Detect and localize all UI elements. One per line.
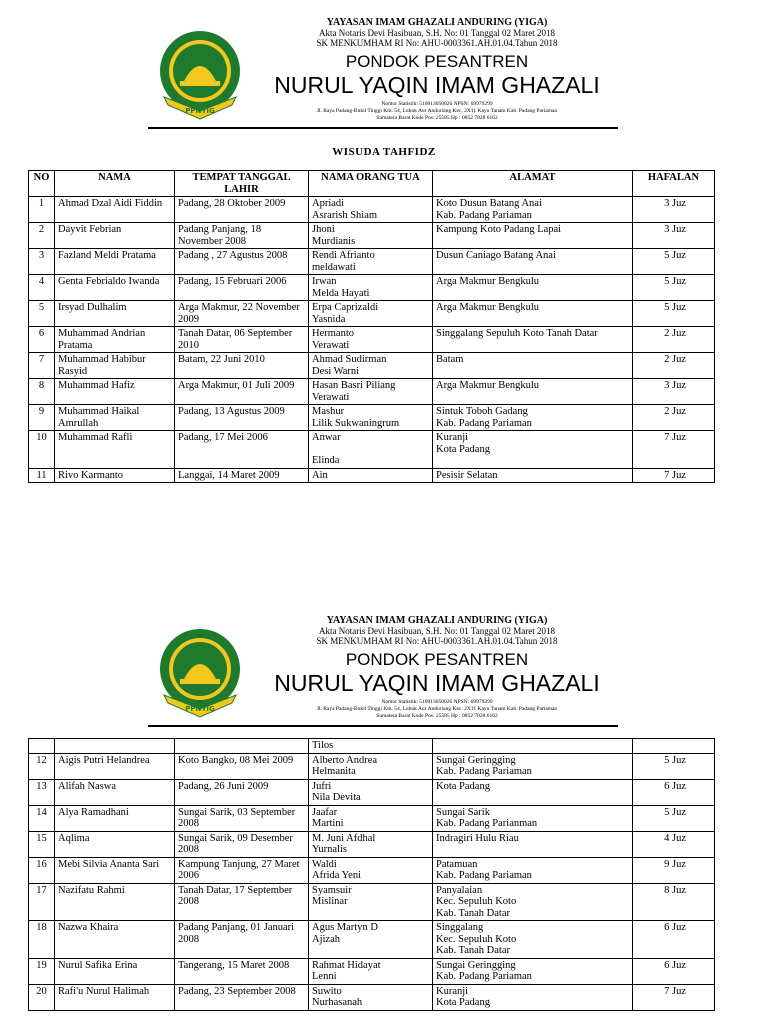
- cell-no: 7: [29, 353, 55, 379]
- pesantren-logo: [150, 27, 250, 127]
- cell-hafalan: 7 Juz: [633, 984, 715, 1010]
- address: Jl. Raya Padang-Bukit Tinggi Km. 54, Lubuk Aur Anduriang Kec. 2X11 Kayu Tanam Kab. Padang Pariaman: [316, 108, 558, 114]
- akta-notaris: Akta Notaris Devi Hasibuan, S.H. No: 01 Tanggal 02 Maret 2018: [319, 626, 555, 636]
- cell-no: 6: [29, 327, 55, 353]
- table-row: [29, 468, 715, 483]
- table-row-continuation: [29, 739, 715, 754]
- cell-hafalan: 2 Juz: [633, 327, 715, 353]
- header-ortu: NAMA ORANG TUA: [309, 171, 433, 197]
- table-row: [29, 197, 715, 223]
- cell-ttl: Padang Panjang, 01 Januari 2008: [175, 921, 309, 959]
- table-row: [29, 327, 715, 353]
- cell-nama: Muhammad Haikal Amrullah: [55, 405, 175, 431]
- cell-alamat: Batam: [433, 353, 633, 379]
- cell-nama: Nurul Safika Erina: [55, 958, 175, 984]
- cell-hafalan: 6 Juz: [633, 779, 715, 805]
- letterhead-text: [262, 615, 612, 720]
- pesantren-name: NURUL YAQIN IMAM GHAZALI: [274, 670, 600, 696]
- table-row: [29, 249, 715, 275]
- cell-no: 8: [29, 379, 55, 405]
- table-row: [29, 984, 715, 1010]
- table-row: [29, 275, 715, 301]
- cell-no: 10: [29, 431, 55, 469]
- postal-code: Sumatera Barat Kode Pos: 25585 Hp : 0852 7828 6162: [376, 115, 498, 121]
- cell-nama: Alya Ramadhani: [55, 805, 175, 831]
- cell-ttl: Tanah Datar, 17 September 2008: [175, 883, 309, 921]
- cell-hafalan: 2 Juz: [633, 405, 715, 431]
- cell-alamat: Sintuk Toboh Gadang Kab. Padang Pariaman: [433, 405, 633, 431]
- cell-ortu: Ain: [309, 468, 433, 483]
- address: Jl. Raya Padang-Bukit Tinggi Km. 54, Lubuk Aur Anduriang Kec. 2X11 Kayu Tanam Kab. Padang Pariaman: [316, 706, 558, 712]
- cell-alamat: Singgalang Kec. Sepuluh Koto Kab. Tanah Datar: [433, 921, 633, 959]
- cell-ortu: Tilos: [309, 739, 433, 754]
- cell-ortu: Suwito Nurhasanah: [309, 984, 433, 1010]
- cell-alamat: Kuranji Kota Padang: [433, 984, 633, 1010]
- cell-hafalan: 5 Juz: [633, 753, 715, 779]
- cell-ttl: Sungai Sarik, 09 Desember 2008: [175, 831, 309, 857]
- cell-nama: Muhammad Andrian Pratama: [55, 327, 175, 353]
- cell-nama: Muhammad Rafli: [55, 431, 175, 469]
- cell-ortu: Irwan Melda Hayati: [309, 275, 433, 301]
- cell-ortu: Agus Martyn D Ajizah: [309, 921, 433, 959]
- table-row: [29, 831, 715, 857]
- cell-ttl: Sungai Sarik, 03 September 2008: [175, 805, 309, 831]
- letterhead-1: [0, 17, 768, 121]
- cell-ttl: Padang, 13 Agustus 2009: [175, 405, 309, 431]
- cell-nama: Fazland Meldi Pratama: [55, 249, 175, 275]
- yayasan-name: YAYASAN IMAM GHAZALI ANDURING (YIGA): [326, 615, 548, 626]
- cell-nama: Genta Febrialdo Iwanda: [55, 275, 175, 301]
- cell-alamat: Pesisir Selatan: [433, 468, 633, 483]
- pesantren-logo: [150, 625, 250, 725]
- cell-ortu: Rahmat Hidayat Lenni: [309, 958, 433, 984]
- cell-hafalan: 7 Juz: [633, 468, 715, 483]
- table-row: [29, 431, 715, 469]
- cell-ortu: Anwar Elinda: [309, 431, 433, 469]
- cell-hafalan: 3 Juz: [633, 223, 715, 249]
- cell-ortu: Apriadi Asrarish Shiam: [309, 197, 433, 223]
- table-row: [29, 958, 715, 984]
- cell-alamat: Patamuan Kab. Padang Pariaman: [433, 857, 633, 883]
- cell-no: 20: [29, 984, 55, 1010]
- table-row: [29, 223, 715, 249]
- cell-no: 18: [29, 921, 55, 959]
- statistik: Nomor Statistik: 510013050026 NPSN: 69979299: [381, 699, 493, 705]
- tahfidz-table-2: [28, 738, 715, 1011]
- cell-hafalan: 7 Juz: [633, 431, 715, 469]
- cell-no: 3: [29, 249, 55, 275]
- cell-ttl: Padang, 23 September 2008: [175, 984, 309, 1010]
- cell-ttl: Batam, 22 Juni 2010: [175, 353, 309, 379]
- header-hafalan: HAFALAN: [633, 171, 715, 197]
- table-row: [29, 405, 715, 431]
- cell-alamat: Sungai Geringging Kab. Padang Pariaman: [433, 958, 633, 984]
- cell-hafalan: 5 Juz: [633, 805, 715, 831]
- cell-no: 9: [29, 405, 55, 431]
- logo-text: PPNYIG: [185, 107, 215, 115]
- cell-ortu: Hasan Basri Piliang Verawati: [309, 379, 433, 405]
- document-title: WISUDA TAHFIDZ: [332, 146, 436, 158]
- cell-ttl: Padang , 27 Agustus 2008: [175, 249, 309, 275]
- cell-ortu: Jhoni Murdianis: [309, 223, 433, 249]
- letterhead-2: [0, 615, 768, 719]
- cell-alamat: Arga Makmur Bengkulu: [433, 275, 633, 301]
- cell-hafalan: 4 Juz: [633, 831, 715, 857]
- cell-ttl: Langgai, 14 Maret 2009: [175, 468, 309, 483]
- cell-ortu: Alberto Andrea Helmanita: [309, 753, 433, 779]
- cell-hafalan: 5 Juz: [633, 301, 715, 327]
- cell-alamat: Sungai Geringging Kab. Padang Pariaman: [433, 753, 633, 779]
- cell-nama: Irsyad Dulhalim: [55, 301, 175, 327]
- statistik: Nomor Statistik: 510013050026 NPSN: 69979299: [381, 101, 493, 107]
- cell-no: 2: [29, 223, 55, 249]
- cell-alamat: Indragiri Hulu Riau: [433, 831, 633, 857]
- akta-notaris: Akta Notaris Devi Hasibuan, S.H. No: 01 Tanggal 02 Maret 2018: [319, 28, 555, 38]
- cell-ttl: Padang Panjang, 18 November 2008: [175, 223, 309, 249]
- cell-ttl: Padang, 26 Juni 2009: [175, 779, 309, 805]
- cell-nama: Dayvit Febrian: [55, 223, 175, 249]
- cell-no: 19: [29, 958, 55, 984]
- cell-no: 14: [29, 805, 55, 831]
- cell-hafalan: 5 Juz: [633, 275, 715, 301]
- letterhead-divider-1: [148, 127, 618, 129]
- pondok-label: PONDOK PESANTREN: [345, 650, 529, 669]
- cell-ttl: Padang, 17 Mei 2006: [175, 431, 309, 469]
- cell-hafalan: 3 Juz: [633, 197, 715, 223]
- cell-ortu: Hermanto Verawati: [309, 327, 433, 353]
- table-row: [29, 805, 715, 831]
- table-row: [29, 857, 715, 883]
- cell-nama: Rafi'u Nurul Halimah: [55, 984, 175, 1010]
- yayasan-name: YAYASAN IMAM GHAZALI ANDURING (YIGA): [326, 17, 548, 28]
- cell-alamat: Singgalang Sepuluh Koto Tanah Datar: [433, 327, 633, 353]
- cell-no: 5: [29, 301, 55, 327]
- cell-ttl: Padang, 28 Oktober 2009: [175, 197, 309, 223]
- table-row: [29, 753, 715, 779]
- cell-nama: Rivo Karmanto: [55, 468, 175, 483]
- cell-ortu: Erpa Caprizaldi Yasnida: [309, 301, 433, 327]
- cell-ttl: Kampung Tanjung, 27 Maret 2006: [175, 857, 309, 883]
- cell-ortu: Mashur Lilik Sukwaningrum: [309, 405, 433, 431]
- sk-menkumham: SK MENKUMHAM RI No: AHU-0003361.AH.01.04.Tahun 2018: [316, 38, 558, 48]
- cell-alamat: Kota Padang: [433, 779, 633, 805]
- cell-ttl: Padang, 15 Februari 2006: [175, 275, 309, 301]
- cell-ortu: Syamsuir Mislinar: [309, 883, 433, 921]
- tahfidz-table-1: [28, 170, 715, 483]
- cell-no: 1: [29, 197, 55, 223]
- table-header-row: [29, 171, 715, 197]
- pondok-label: PONDOK PESANTREN: [345, 52, 529, 71]
- cell-hafalan: 8 Juz: [633, 883, 715, 921]
- cell-hafalan: 3 Juz: [633, 379, 715, 405]
- cell-alamat: Dusun Caniago Batang Anai: [433, 249, 633, 275]
- postal-code: Sumatera Barat Kode Pos: 25585 Hp : 0852 7828 6162: [376, 713, 498, 719]
- letterhead-divider-2: [148, 725, 618, 727]
- cell-alamat: Kuranji Kota Padang: [433, 431, 633, 469]
- cell-alamat: Sungai Sarik Kab. Padang Parianman: [433, 805, 633, 831]
- header-ttl: TEMPAT TANGGAL LAHIR: [175, 171, 309, 197]
- cell-alamat: Koto Dusun Batang Anai Kab. Padang Pariaman: [433, 197, 633, 223]
- cell-alamat: Kampung Koto Padang Lapai: [433, 223, 633, 249]
- cell-no: 11: [29, 468, 55, 483]
- header-no: NO: [29, 171, 55, 197]
- cell-ortu: Waldi Afrida Yeni: [309, 857, 433, 883]
- cell-hafalan: 6 Juz: [633, 958, 715, 984]
- cell-ttl: Arga Makmur, 22 November 2009: [175, 301, 309, 327]
- table-row: [29, 779, 715, 805]
- cell-alamat: Arga Makmur Bengkulu: [433, 301, 633, 327]
- table-row: [29, 379, 715, 405]
- cell-alamat: Arga Makmur Bengkulu: [433, 379, 633, 405]
- cell-ortu: Jaafar Martini: [309, 805, 433, 831]
- cell-ttl: Arga Makmur, 01 Juli 2009: [175, 379, 309, 405]
- cell-hafalan: 9 Juz: [633, 857, 715, 883]
- letterhead-text: [262, 17, 612, 122]
- pesantren-name: NURUL YAQIN IMAM GHAZALI: [274, 72, 600, 98]
- table-row: [29, 921, 715, 959]
- cell-nama: Muhammad Hafiz: [55, 379, 175, 405]
- header-nama: NAMA: [55, 171, 175, 197]
- cell-ortu: Ahmad Sudirman Desi Warni: [309, 353, 433, 379]
- header-alamat: ALAMAT: [433, 171, 633, 197]
- logo-text: PPNYIG: [185, 705, 215, 713]
- cell-no: 12: [29, 753, 55, 779]
- cell-no: 15: [29, 831, 55, 857]
- cell-hafalan: 6 Juz: [633, 921, 715, 959]
- cell-nama: Aigis Putri Helandrea: [55, 753, 175, 779]
- cell-no: 17: [29, 883, 55, 921]
- cell-ttl: Tangerang, 15 Maret 2008: [175, 958, 309, 984]
- cell-ortu: Jufri Nila Devita: [309, 779, 433, 805]
- cell-ortu: M. Juni Afdhal Yurnalis: [309, 831, 433, 857]
- cell-no: 16: [29, 857, 55, 883]
- table-row: [29, 883, 715, 921]
- cell-hafalan: 2 Juz: [633, 353, 715, 379]
- cell-nama: Alifah Naswa: [55, 779, 175, 805]
- table-row: [29, 301, 715, 327]
- table-row: [29, 353, 715, 379]
- cell-ttl: Tanah Datar, 06 September 2010: [175, 327, 309, 353]
- cell-no: 13: [29, 779, 55, 805]
- cell-no: 4: [29, 275, 55, 301]
- cell-nama: Mebi Silvia Ananta Sari: [55, 857, 175, 883]
- cell-nama: Nazifatu Rahmi: [55, 883, 175, 921]
- cell-nama: Muhammad Habibur Rasyid: [55, 353, 175, 379]
- cell-hafalan: 5 Juz: [633, 249, 715, 275]
- cell-nama: Aqlima: [55, 831, 175, 857]
- cell-ortu: Rendi Afrianto meldawati: [309, 249, 433, 275]
- cell-nama: Nazwa Khaira: [55, 921, 175, 959]
- sk-menkumham: SK MENKUMHAM RI No: AHU-0003361.AH.01.04.Tahun 2018: [316, 636, 558, 646]
- cell-ttl: Koto Bangko, 08 Mei 2009: [175, 753, 309, 779]
- cell-alamat: Panyalaian Kec. Sepuluh Koto Kab. Tanah Datar: [433, 883, 633, 921]
- cell-nama: Ahmad Dzal Aidi Fiddin: [55, 197, 175, 223]
